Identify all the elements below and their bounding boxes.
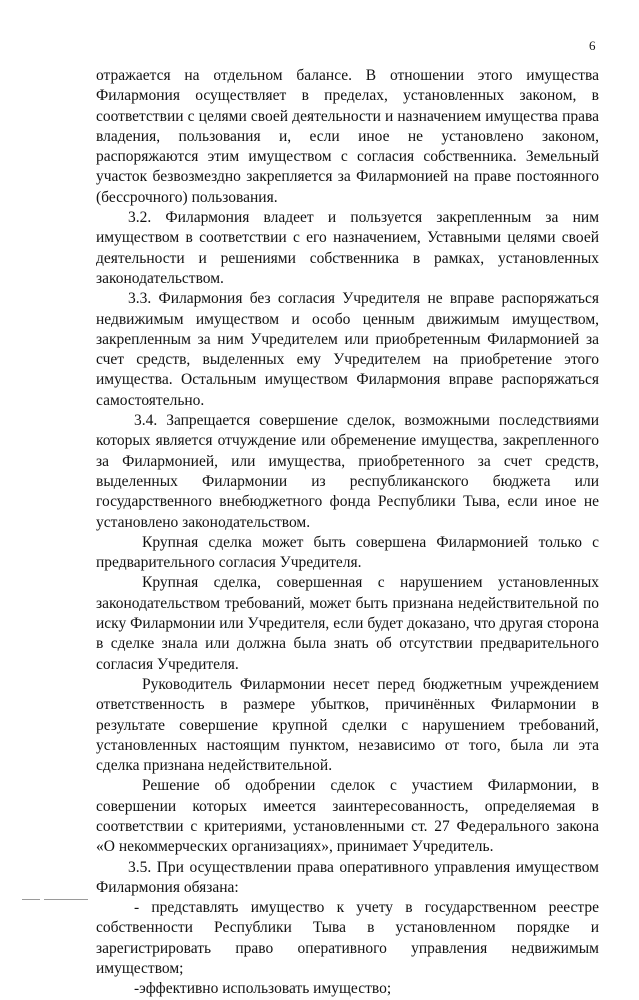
list-item-register: - представлять имущество к учету в государственном реестре собственности Республики Тыва в установленном порядке и зарегистрировать право оперативного управления недвижимым имуществом; (96, 899, 599, 978)
paragraph-large-deal: Крупная сделка может быть совершена Филармонией только с предварительного согласия Учредителя. (96, 533, 599, 572)
document-body (96, 66, 599, 1000)
paragraph-3-4: 3.4. Запрещается совершение сделок, возможными последствиями которых является отчуждение или обременение имущества, закрепленного за Филармонией, или имущества, приобретенного за счет средств, выделенных Филармонии из республиканского бюджета или государственного внебюджетного фонда Республики Тыва, если иное не установлено законодательством. (96, 412, 599, 531)
paragraph-3-3: 3.3. Филармония без согласия Учредителя не вправе распоряжаться недвижимым имуществом и особо ценным движимым имуществом, закрепленным за ним Учредителем или приобретенным Филармонией за счет средств, выделенных ему Учредителем на приобретение этого имущества. Остальным имуществом Филармония вправе распоряжаться самостоятельно. (96, 290, 599, 409)
scan-artifact-line (44, 899, 88, 900)
paragraph-balance: отражается на отдельном балансе. В отношении этого имущества Филармония осуществляет в пределах, установленных законом, в соответствии с целями своей деятельности и назначением имущества права владения, пользования и, если иное не установлено законом, распоряжаются этим имуществом с согласия собственника. Земельный участок безвозмездно закрепляется за Филармонией на праве постоянного (бессрочного) пользования. (96, 67, 599, 206)
paragraph-interest-deals: Решение об одобрении сделок с участием Филармонии, в совершении которых имеется заинтересованность, определяемая в соответствии с критериями, установленными ст. 27 Федерального закона «О некоммерческих организациях», принимает Учредитель. (96, 777, 599, 856)
page-number: 6 (589, 38, 596, 53)
paragraph-director-liability: Руководитель Филармонии несет перед бюджетным учреждением ответственность в размере убытков, причинённых Филармонии в результате совершение крупной сделки с нарушением требований, установленных настоящим пунктом, независимо от того, была ли эта сделка признана недействительной. (96, 675, 599, 775)
scan-artifact-line (22, 899, 40, 900)
paragraph-3-2: 3.2. Филармония владеет и пользуется закрепленным за ним имуществом в соответствии с его назначением, Уставными целями своей деятельности и решениями собственника в рамках, установленных законодательством. (96, 209, 599, 287)
list-item-use-effectively: -эффективно использовать имущество; (134, 980, 392, 998)
paragraph-3-5: 3.5. При осуществлении права оперативного управления имуществом Филармония обязана: (96, 858, 599, 896)
paragraph-large-deal-violation: Крупная сделка, совершенная с нарушением установленных законодательством требований, может быть признана недействительной по иску Филармонии или Учредителя, если будет доказано, что другая сторона в сделке знала или должна была знать об отсутствии предварительного согласия Учредителя. (96, 574, 599, 673)
